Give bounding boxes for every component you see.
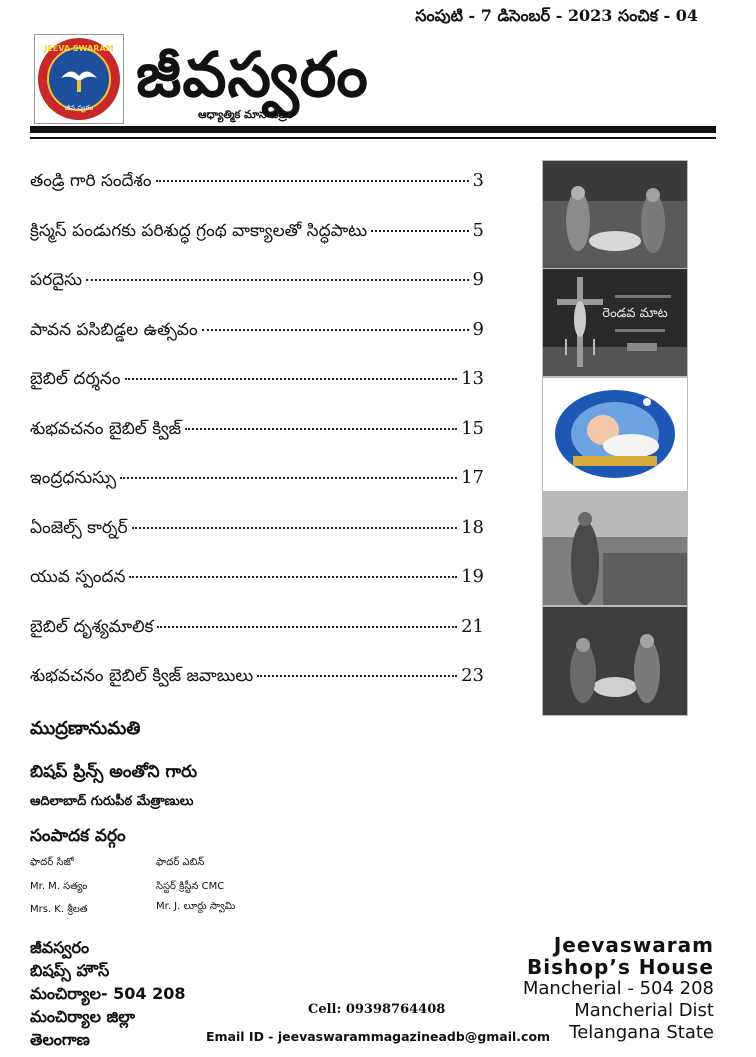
toc-title: శుభవచనం బైబిల్ క్విజ్ జవాబులు bbox=[30, 666, 254, 686]
toc-leader bbox=[120, 477, 457, 479]
editor-member: ఫాదర్ ఎబిన్ bbox=[156, 857, 205, 868]
toc-row bbox=[30, 368, 484, 418]
toc-page: 5 bbox=[472, 219, 484, 241]
toc-row bbox=[30, 269, 484, 319]
toc-page: 15 bbox=[461, 417, 484, 439]
toc-row bbox=[30, 566, 484, 616]
toc-row bbox=[30, 467, 484, 517]
cell-number: Cell: 09398764408 bbox=[308, 1002, 446, 1017]
toc-page: 18 bbox=[461, 516, 484, 538]
toc-row bbox=[30, 319, 484, 369]
toc-title: తండ్రి గారి సందేశం bbox=[30, 171, 152, 191]
address-line: Mancherial - 504 208 bbox=[522, 978, 714, 999]
magazine-title: జీవస్వరం bbox=[136, 38, 369, 111]
editor-member: Mr. M. సత్యం bbox=[30, 881, 88, 892]
toc-leader bbox=[129, 576, 457, 578]
crucifix-image bbox=[542, 268, 688, 377]
editor-member: సిస్టర్ క్రిస్టీన CMC bbox=[156, 881, 225, 892]
editor-member: ఫాదర్ సిజో bbox=[30, 857, 74, 868]
toc-row bbox=[30, 616, 484, 666]
logo-bottom-text: జీవ స్వరం bbox=[64, 104, 94, 112]
email-address: Email ID - jeevaswarammagazineadb@gmail.com bbox=[206, 1029, 551, 1044]
toc-title: పావన పసిబిడ్డల ఉత్సవం bbox=[30, 319, 198, 340]
imprimatur-heading: ముద్రణానుమతి bbox=[30, 718, 141, 739]
toc-leader bbox=[371, 230, 468, 232]
toc-page: 21 bbox=[461, 615, 484, 637]
address-line: Telangana State bbox=[569, 1022, 714, 1043]
toc-leader bbox=[125, 378, 458, 380]
address-line: Bishop’s House bbox=[527, 955, 714, 979]
toc-title: శుభవచనం బైబిల్ క్విజ్ bbox=[30, 418, 182, 439]
baby-jesus-image bbox=[542, 377, 688, 492]
toc-row bbox=[30, 665, 484, 715]
toc-title: బైబిల్ దృశ్యమాలిక bbox=[30, 616, 154, 637]
toc-title: ఇంద్రధనుస్సు bbox=[30, 468, 117, 488]
toc-leader bbox=[202, 329, 469, 331]
toc-page: 17 bbox=[461, 467, 484, 488]
telugu-address bbox=[30, 936, 186, 1051]
editor-member: Mr. J. లూర్దు స్వామి bbox=[156, 901, 236, 912]
toc-title: బైబిల్ దర్శనం bbox=[30, 369, 121, 389]
toc-title: క్రిస్మస్ పండుగకు పరిశుద్ధ గ్రంథ వాక్యాలతో సిద్ధపాటు bbox=[30, 220, 368, 241]
address-line: మంచిర్యాల జిల్లా bbox=[30, 1007, 135, 1026]
magazine-subtitle: ఆధ్యాత్మిక మాస పత్రిక bbox=[198, 108, 293, 121]
cross-image-caption: రెండవ మాట bbox=[602, 306, 668, 321]
toc-leader bbox=[185, 428, 457, 430]
nativity-image bbox=[542, 160, 688, 269]
toc-row bbox=[30, 220, 484, 270]
toc-row bbox=[30, 418, 484, 468]
toc-leader bbox=[132, 527, 457, 529]
toc-leader bbox=[156, 180, 469, 182]
toc-page: 3 bbox=[472, 170, 484, 191]
toc-page: 19 bbox=[461, 566, 484, 587]
toc-page: 9 bbox=[472, 318, 484, 340]
toc-title: పరదైసు bbox=[30, 270, 82, 290]
address-line: తెలంగాణ bbox=[30, 1030, 90, 1049]
toc-page: 23 bbox=[461, 665, 484, 686]
toc-leader bbox=[157, 626, 457, 628]
editorial-heading: సంపాదక వర్గం bbox=[30, 826, 126, 846]
address-line: బిషప్స్ హౌస్ bbox=[30, 961, 110, 980]
toc-page: 13 bbox=[461, 368, 484, 389]
editor-member: Mrs. K. శ్రీలత bbox=[30, 904, 88, 915]
nativity-scene-image bbox=[542, 606, 688, 716]
issue-line: సంపుటి - 7 డిసెంబర్ - 2023 సంచిక - 04 bbox=[415, 6, 698, 25]
bishop-role: ఆదిలాబాద్ గురుపీఠ మేత్రాణులు bbox=[30, 794, 194, 809]
toc-row bbox=[30, 517, 484, 567]
toc-title: ఏంజెల్స్ కార్నర్ bbox=[30, 517, 128, 538]
jesus-crowd-image bbox=[542, 492, 688, 606]
toc-row bbox=[30, 170, 484, 220]
address-line: మంచిర్యాల- 504 208 bbox=[30, 984, 186, 1003]
magazine-logo bbox=[34, 34, 124, 124]
logo-top-text: JEEVA SWARAM bbox=[44, 44, 114, 53]
bishop-name: బిషప్ ప్రిన్స్ అంతోని గారు bbox=[30, 762, 198, 782]
address-line: జీవస్వరం bbox=[30, 938, 90, 957]
header-rule-thin bbox=[30, 137, 716, 139]
table-of-contents bbox=[30, 170, 484, 715]
dove-icon bbox=[59, 64, 99, 94]
header-rule-thick bbox=[30, 126, 716, 133]
toc-title: యువ స్పందన bbox=[30, 567, 126, 587]
toc-leader bbox=[86, 279, 469, 281]
address-line: Mancherial Dist bbox=[574, 1000, 714, 1021]
toc-page: 9 bbox=[472, 269, 484, 290]
toc-leader bbox=[257, 675, 457, 677]
english-address bbox=[523, 934, 714, 1044]
address-line: Jeevaswaram bbox=[553, 933, 714, 957]
